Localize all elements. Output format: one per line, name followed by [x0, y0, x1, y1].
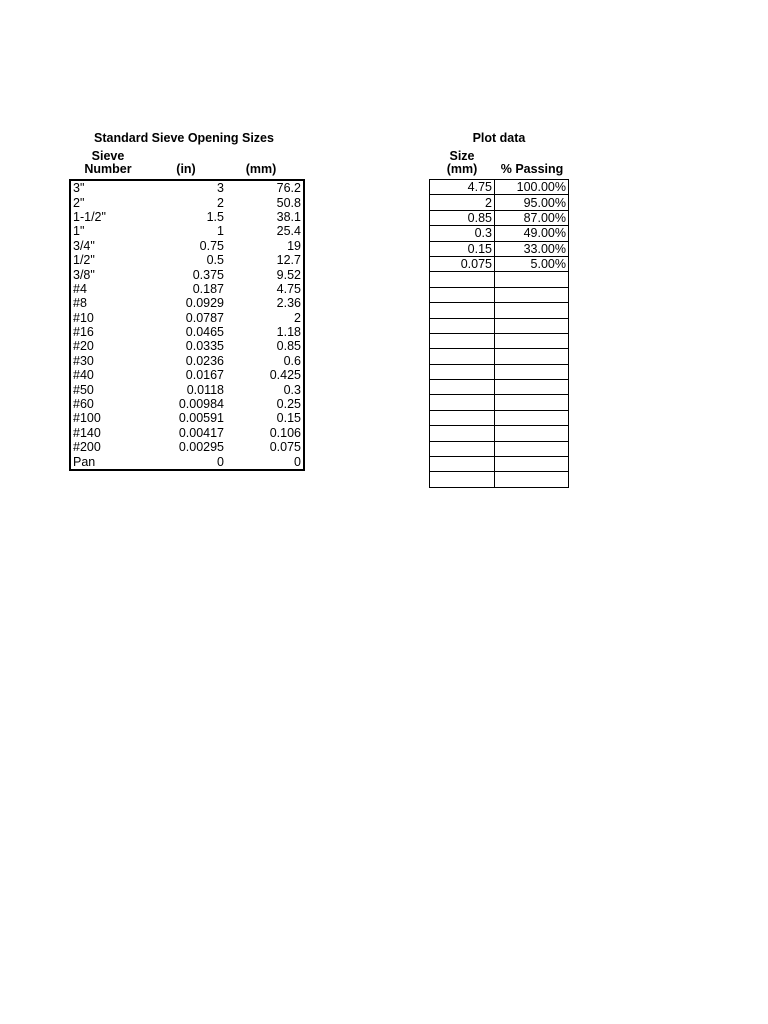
table-cell: #30	[73, 353, 94, 368]
table-cell[interactable]: 4.75	[430, 180, 495, 195]
table-cell[interactable]	[495, 303, 569, 318]
table-row	[430, 241, 569, 256]
table-row	[70, 210, 304, 224]
table-row	[70, 382, 304, 396]
table-row	[430, 303, 569, 318]
table-cell: Pan	[73, 454, 96, 469]
table-row	[430, 441, 569, 456]
table-row	[70, 224, 304, 238]
table-row	[430, 226, 569, 241]
table-cell: 12.7	[276, 253, 301, 268]
table-cell: 0.0787	[185, 310, 224, 325]
table-cell: 0.6	[283, 353, 301, 368]
table-cell[interactable]	[495, 318, 569, 333]
table-cell: #60	[73, 397, 94, 412]
table-cell[interactable]: 33.00%	[495, 241, 569, 256]
table-cell: 3	[217, 181, 224, 196]
table-cell: 1.18	[276, 325, 301, 340]
table-row	[430, 472, 569, 487]
table-cell: #4	[73, 281, 87, 296]
table-row	[70, 339, 304, 353]
table-row	[70, 397, 304, 411]
table-row	[430, 457, 569, 472]
table-row	[70, 354, 304, 368]
table-cell: 1.5	[206, 209, 224, 224]
table-cell: #50	[73, 382, 94, 397]
table-cell: 3/8"	[73, 267, 95, 282]
sieve-number-header	[76, 150, 140, 176]
table-cell[interactable]: 49.00%	[495, 226, 569, 241]
table-cell: 1/2"	[73, 253, 95, 268]
table-cell: 0	[217, 454, 224, 469]
table-cell[interactable]: 87.00%	[495, 210, 569, 225]
table-cell: 0.0167	[185, 368, 224, 383]
table-cell[interactable]	[430, 318, 495, 333]
sieve-table	[69, 179, 305, 471]
table-cell[interactable]	[430, 395, 495, 410]
table-row	[70, 411, 304, 425]
table-cell[interactable]: 95.00%	[495, 195, 569, 210]
table-cell: 2	[294, 310, 301, 325]
table-cell[interactable]	[430, 303, 495, 318]
size-header-line1: Size	[449, 149, 475, 163]
table-cell: 1"	[73, 224, 85, 239]
table-cell[interactable]: 5.00%	[495, 256, 569, 271]
table-cell[interactable]	[430, 349, 495, 364]
table-cell: 0.0236	[185, 353, 224, 368]
table-cell[interactable]	[495, 426, 569, 441]
table-cell[interactable]: 0.15	[430, 241, 495, 256]
table-cell: 0.0465	[185, 325, 224, 340]
table-cell: 0.75	[199, 238, 224, 253]
table-row	[70, 195, 304, 209]
table-row	[70, 267, 304, 281]
size-header-line2: (mm)	[446, 162, 478, 176]
table-cell: 25.4	[276, 224, 301, 239]
table-row	[430, 426, 569, 441]
table-cell[interactable]: 100.00%	[495, 180, 569, 195]
table-cell[interactable]	[430, 441, 495, 456]
table-cell[interactable]	[495, 272, 569, 287]
table-row	[430, 210, 569, 225]
table-cell[interactable]	[430, 457, 495, 472]
table-row	[70, 325, 304, 339]
table-cell: 2	[217, 195, 224, 210]
table-cell: 0.3	[283, 382, 301, 397]
table-cell[interactable]	[495, 364, 569, 379]
table-row	[430, 195, 569, 210]
table-cell: 1	[217, 224, 224, 239]
table-cell[interactable]	[495, 333, 569, 348]
table-row	[430, 364, 569, 379]
table-cell: 0.0335	[185, 339, 224, 354]
table-row	[430, 349, 569, 364]
table-cell: 0.187	[192, 281, 224, 296]
table-row	[70, 180, 304, 195]
table-cell: 76.2	[276, 181, 301, 196]
table-cell: 3/4"	[73, 238, 95, 253]
table-row	[70, 368, 304, 382]
table-cell: #40	[73, 368, 94, 383]
table-row	[70, 239, 304, 253]
table-cell[interactable]	[495, 441, 569, 456]
table-cell[interactable]	[430, 364, 495, 379]
table-cell: 0.5	[206, 253, 224, 268]
table-cell[interactable]	[430, 426, 495, 441]
plot-data-title: Plot data	[472, 131, 526, 145]
millimeters-header: (mm)	[245, 162, 277, 176]
table-cell[interactable]	[430, 380, 495, 395]
table-cell: 9.52	[276, 267, 301, 282]
table-row	[430, 395, 569, 410]
table-cell: 0.106	[269, 425, 301, 440]
table-cell: 0.0118	[186, 382, 224, 397]
sieve-table-title: Standard Sieve Opening Sizes	[94, 131, 274, 145]
table-cell[interactable]	[430, 472, 495, 487]
table-cell[interactable]	[495, 457, 569, 472]
table-cell: #16	[73, 325, 94, 340]
table-row	[430, 272, 569, 287]
table-cell[interactable]	[495, 349, 569, 364]
table-cell[interactable]	[495, 287, 569, 302]
table-cell: 0.00417	[178, 425, 224, 440]
table-row	[430, 318, 569, 333]
table-cell[interactable]	[495, 472, 569, 487]
table-cell[interactable]	[495, 395, 569, 410]
table-cell[interactable]	[430, 287, 495, 302]
size-header	[440, 150, 484, 176]
table-cell: 1-1/2"	[73, 209, 106, 224]
table-cell: 0.075	[269, 440, 301, 455]
table-row	[430, 410, 569, 425]
table-cell: 0.00984	[178, 397, 224, 412]
table-cell: 0	[294, 454, 301, 469]
plot-data-table	[429, 179, 569, 488]
table-cell: 0.425	[269, 368, 301, 383]
table-cell: 19	[287, 238, 301, 253]
table-row	[70, 426, 304, 440]
table-cell[interactable]: 0.3	[430, 226, 495, 241]
inches-header: (in)	[176, 162, 196, 176]
table-cell: 2.36	[276, 296, 301, 311]
table-row	[70, 282, 304, 296]
table-cell: 3"	[73, 181, 85, 196]
table-cell[interactable]: 0.075	[430, 256, 495, 271]
table-row	[70, 311, 304, 325]
table-cell: 0.00591	[178, 411, 224, 426]
table-cell[interactable]	[430, 333, 495, 348]
table-cell[interactable]	[430, 410, 495, 425]
table-cell[interactable]	[495, 380, 569, 395]
table-cell[interactable]: 0.85	[430, 210, 495, 225]
table-cell[interactable]	[495, 410, 569, 425]
table-row	[70, 253, 304, 267]
table-cell: 0.15	[276, 411, 301, 426]
table-cell: #100	[73, 411, 101, 426]
table-cell: 50.8	[276, 195, 301, 210]
table-cell[interactable]: 2	[430, 195, 495, 210]
table-cell: #20	[73, 339, 94, 354]
sieve-number-header-line2: Number	[84, 162, 132, 176]
table-row	[70, 296, 304, 310]
percent-passing-header: % Passing	[500, 162, 564, 176]
table-cell: #8	[73, 296, 87, 311]
table-cell: 0.0929	[185, 296, 224, 311]
table-row	[430, 287, 569, 302]
table-cell: 4.75	[276, 281, 301, 296]
table-cell: 2"	[73, 195, 85, 210]
table-cell: 0.375	[192, 267, 224, 282]
sieve-number-header-line1: Sieve	[91, 149, 125, 163]
table-cell: 38.1	[276, 209, 301, 224]
table-cell: #140	[73, 425, 101, 440]
table-cell: #10	[73, 310, 94, 325]
table-row	[70, 440, 304, 454]
table-row	[430, 180, 569, 195]
table-row	[70, 454, 304, 469]
table-cell: 0.85	[276, 339, 301, 354]
table-row	[430, 333, 569, 348]
table-cell: 0.00295	[178, 440, 224, 455]
table-cell[interactable]	[430, 272, 495, 287]
table-row	[430, 256, 569, 271]
table-cell: #200	[73, 440, 101, 455]
table-cell: 0.25	[276, 397, 301, 412]
table-row	[430, 380, 569, 395]
